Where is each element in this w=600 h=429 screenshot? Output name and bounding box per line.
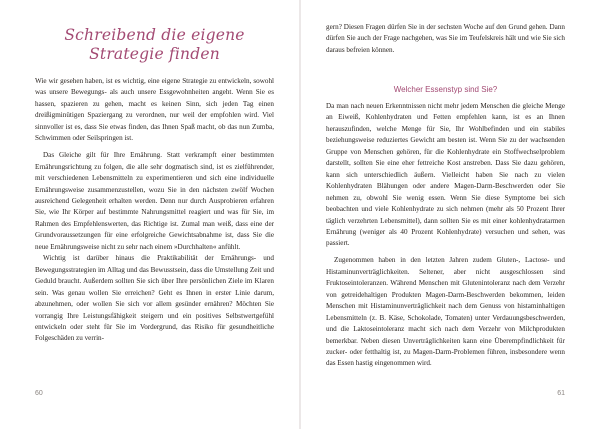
paragraph: Das Gleiche gilt für Ihre Ernährung. Statt verkrampft einer bestimmten Ernährungsrichtung zu folgen, die alle sehr dogmatisch sind, ist es zielführender, mit verschiedenen Lebensmitteln zu experimentieren und sich eine individuelle Ernährungsweise zusammenzustellen, wozu Sie in den nächsten zwölf Wochen ausreichend Gelegenheit erhalten werden. Denn nur durch Ausprobieren erfahren Sie, wie Ihr Körper auf bestimmte Nahrungsmittel reagiert und was für Sie, im Rahmen des Empfehlenswerten, das Richtige ist. Zumal man weiß, dass eine der Grundvoraussetzungen für eine erfolgreiche Gewichtsabnahme ist, dass Sie die neue Ernährungsweise nicht zu sehr nach einem »Durchhalten« anfühlt.	[35, 151, 274, 251]
continued-paragraph: gern? Diesen Fragen dürfen Sie in der sechsten Woche auf den Grund gehen. Dann dürfen Sie auch der Frage nachgehen, was Sie im Teufelskreis hält und wie Sie sich daraus befreien können.	[326, 23, 565, 54]
paragraph: Da man nach neuen Erkenntnissen nicht mehr jedem Menschen die gleiche Menge an Eiweiß, Kohlenhydraten und Fetten empfehlen kann, ist es an Ihnen herauszufinden, welche Menge für Sie, Ihr Wohlbefinden und ein stabiles beziehungsweise reduziertes Gewicht am besten ist. Wenn Sie zu der wachsenden Gruppe von Menschen gehören, für die Kohlenhydrate ein Stoffwechselproblem darstellt, sollten Sie eine eher fettreiche Kost anstreben. Dass Sie dazu gehören, kann sich unterschiedlich äußern. Vielleicht haben Sie nach zu vielen Kohlenhydraten Blähungen oder andere Magen-Darm-Beschwerden oder Sie nehmen zu, obwohl Sie wenig essen. Wenn Sie diese Symptome bei sich beobachten und viele Kohlenhydrate zu sich nehmen (mehr als 50 Prozent Ihrer täglich verzehrten Lebensmittel), dann sollten Sie es mit einer kohlenhydratarmen Ernährung (weniger als 40 Prozent Kohlenhydrate) versuchen und sehen, was passiert.	[326, 102, 565, 248]
paragraph: Zugenommen haben in den letzten Jahren zudem Gluten-, Lactose- und Histaminunverträglichkeiten. Seltener, aber nicht ausgeschlossen sind Fruktoseintoleranzen. Während Menschen mit Glutenintoleranz nach dem Verzehr von getreidehaltigen Produkten Magen-Darm-Beschwerden bekommen, leiden Menschen mit Histaminunverträglichkeit nach dem Genuss von histaminhaltigen Lebensmitteln (z. B. Käse, Schokolade, Tomaten) unter Verdauungsbeschwerden, und die Laktoseintoleranz macht sich nach dem Verzehr von Milchprodukten bemerkbar. Neben diesen Unverträglichkeiten kann eine Überempfindlichkeit für zucker- oder fetthaltig ist, zu Magen-Darm-Problemen führen, insbesondere wenn das Essen hastig eingenommen wird.	[326, 256, 565, 368]
paragraph: Wie wir gesehen haben, ist es wichtig, eine eigene Strategie zu entwickeln, sowohl was unsere Bewegungs- als auch unsere Essgewohnheiten angeht. Wenn Sie es hassen, spazieren zu gehen, macht es keinen Sinn, sich jeden Tag einen dreißigminütigen Spaziergang zu verordnen, nur weil der empfohlen wird. Viel sinnvoller ist es, dass Sie etwas finden, das Ihnen Spaß macht, ob das nun Zumba, Schwimmen oder Seilspringen ist.	[35, 77, 274, 143]
page-number-right: 61	[557, 390, 565, 397]
chapter-title	[35, 26, 274, 64]
paragraph: Wichtig ist darüber hinaus die Praktikabilität der Ernährungs- und Bewegungsstrategien im Alltag und das Bewusstsein, dass die Umstellung Zeit und Geduld braucht. Außerdem sollten Sie sich über Ihre persönlichen Ziele im Klaren sein. Was genau wollen Sie erreichen? Geht es Ihnen in erster Linie darum, abzunehmen, oder wollen Sie sich vor allem gesünder ernähren? Möchten Sie vorrangig Ihre Leistungsfähigkeit steigern und ein positives Selbstwertgefühl entwickeln oder steht für Sie im Vordergrund, das Risiko für gesundheitliche Folgeschäden zu verrin-	[35, 254, 274, 343]
chapter-title-line-2: Strategie finden	[89, 45, 220, 63]
chapter-title-line-1: Schreibend die eigene	[64, 26, 245, 44]
left-body-text	[35, 76, 274, 345]
right-page	[300, 0, 600, 429]
right-body-text	[326, 101, 565, 370]
section-heading: Welcher Essenstyp sind Sie?	[393, 85, 498, 94]
page-number-left: 60	[35, 390, 43, 397]
